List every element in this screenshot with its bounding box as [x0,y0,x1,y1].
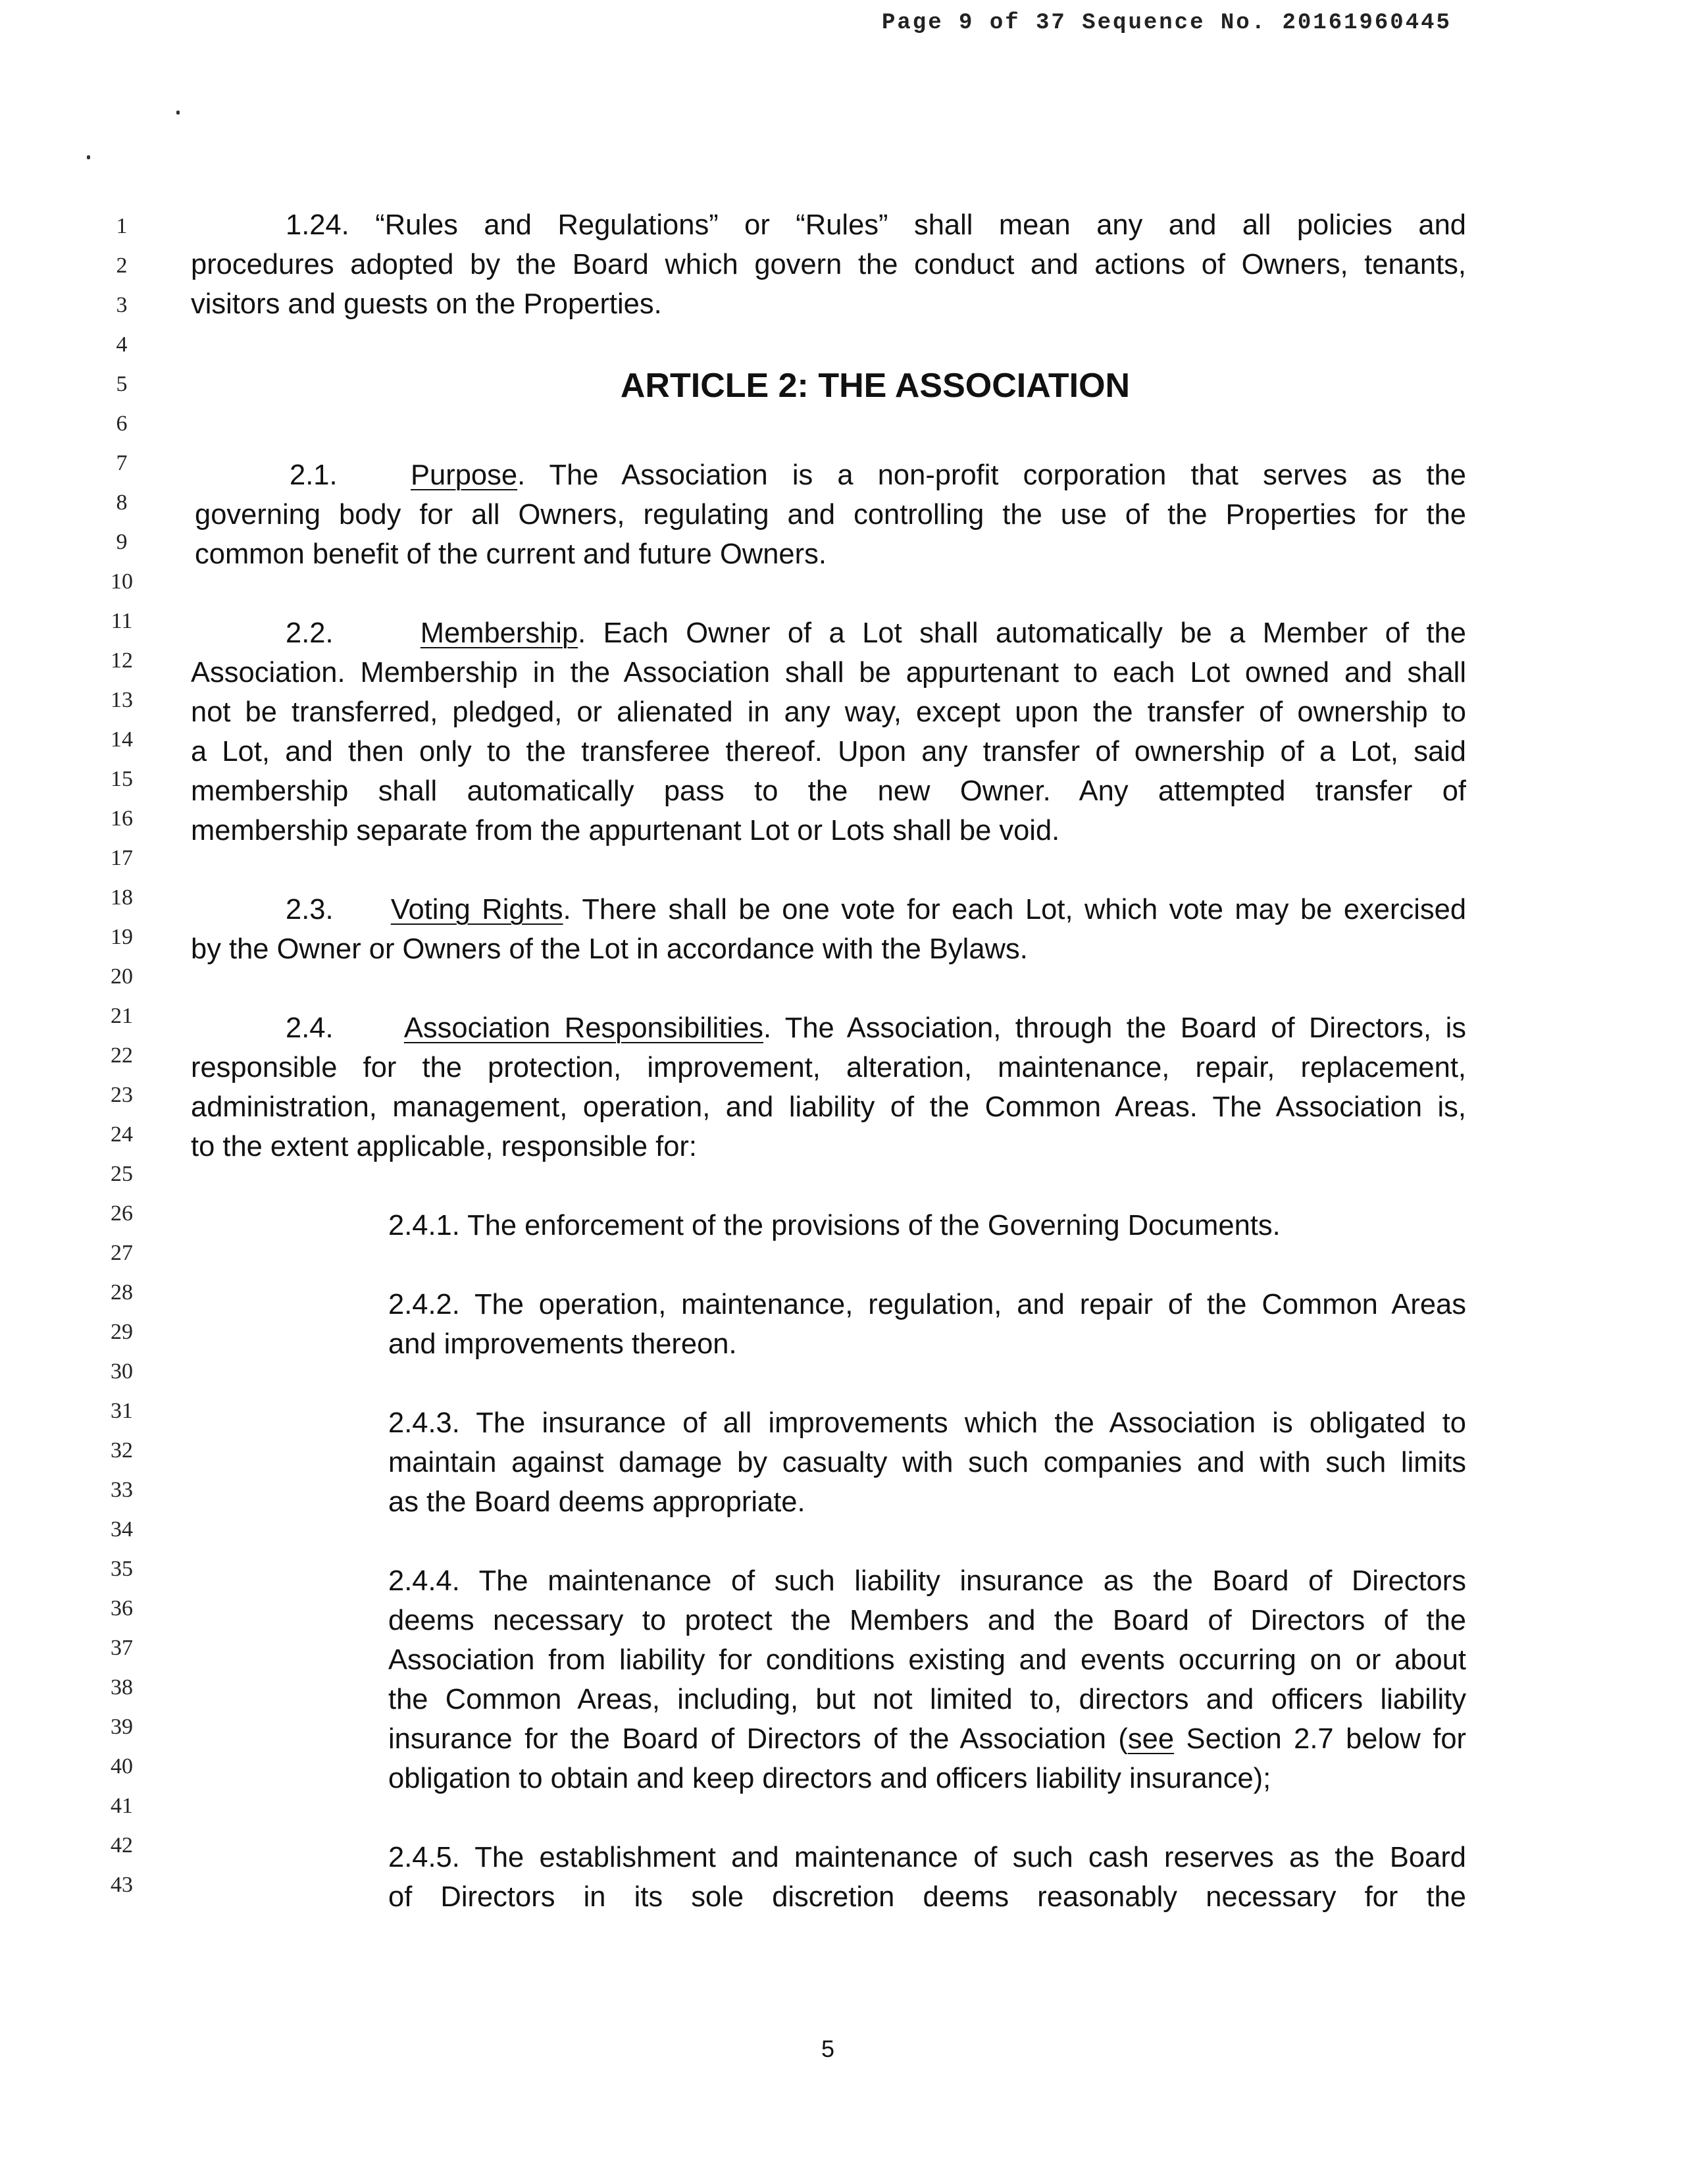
paragraph-line: membership shall automatically pass to the new Owner. Any attempted transfer of [191,775,1466,807]
paragraph-line: visitors and guests on the Properties. [191,288,662,320]
section-text: . There shall be one vote for each Lot, which vote may be exercised [563,894,1466,925]
line-number: 27 [111,1241,133,1265]
section-heading-line [286,1011,1466,1045]
paragraph-line: by the Owner or Owners of the Lot in accordance with the Bylaws. [191,933,1028,965]
line-number: 43 [111,1873,133,1897]
line-number: 24 [111,1122,133,1147]
line-number: 28 [111,1280,133,1305]
subsection-line: as the Board deems appropriate. [388,1486,805,1518]
line-number: 40 [111,1754,133,1779]
subsection-line: 2.4.1. The enforcement of the provisions of the Governing Documents. [388,1210,1281,1241]
section-heading-line [286,616,1466,650]
line-number: 29 [111,1320,133,1344]
page-header: Page 9 of 37 Sequence No. 20161960445 [882,11,1452,36]
paragraph-line: procedures adopted by the Board which govern the conduct and actions of Owners, tenants, [191,249,1466,280]
scan-speck [87,155,90,159]
line-number: 22 [111,1043,133,1068]
line-number: 37 [111,1636,133,1660]
line-number: 23 [111,1083,133,1107]
paragraph-line: not be transferred, pledged, or alienated in any way, except upon the transfer of ownership to [191,696,1466,728]
line-number: 31 [111,1399,133,1423]
section-number: 2.3. [286,894,334,925]
page-number: 5 [821,2035,835,2062]
line-number: 26 [111,1201,133,1226]
line-number: 15 [111,767,133,791]
line-number: 12 [111,648,133,673]
paragraph-line: to the extent applicable, responsible for: [191,1131,697,1162]
subsection-line: the Common Areas, including, but not limited to, directors and officers liability [388,1684,1466,1715]
line-number: 11 [111,609,133,633]
line-number: 39 [111,1715,133,1739]
line-number: 16 [111,806,133,831]
subsection-line: 2.4.2. The operation, maintenance, regulation, and repair of the Common Areas [388,1289,1466,1320]
line-number: 20 [111,964,133,989]
section-number: 2.2. [286,617,334,649]
line-number: 7 [116,451,128,475]
paragraph-line: membership separate from the appurtenant Lot or Lots shall be void. [191,815,1060,846]
line-number: 30 [111,1359,133,1384]
line-number: 1 [116,214,128,238]
line-number: 41 [111,1794,133,1818]
subsection-line: Association from liability for conditions existing and events occurring on or about [388,1644,1466,1676]
section-heading-line [290,458,1466,492]
line-number: 21 [111,1004,133,1028]
line-number: 17 [111,846,133,870]
subsection-line: deems necessary to protect the Members and the Board of Directors of the [388,1605,1466,1636]
line-number: 36 [111,1596,133,1621]
subsection-line: 2.4.5. The establishment and maintenance of such cash reserves as the Board [388,1842,1466,1873]
section-text: . The Association is a non-profit corporation that serves as the [517,459,1466,491]
subsection-line: and improvements thereon. [388,1328,737,1360]
line-number: 4 [116,332,128,357]
subsection-line: maintain against damage by casualty with such companies and with such limits [388,1447,1466,1478]
subsection-line [388,1722,1466,1756]
subsection-text: insurance for the Board of Directors of the Association ( [388,1723,1128,1755]
see-reference: see [1127,1723,1175,1755]
line-number: 18 [111,885,133,910]
paragraph-line: Association. Membership in the Association shall be appurtenant to each Lot owned and shall [191,657,1466,689]
subsection-text: Section 2.7 below for [1174,1723,1466,1755]
line-number: 32 [111,1438,133,1463]
line-number: 2 [116,253,128,278]
paragraph-line: administration, management, operation, and liability of the Common Areas. The Association is, [191,1091,1466,1123]
scan-speck [176,111,180,115]
line-number: 33 [111,1478,133,1502]
article-title: ARTICLE 2: THE ASSOCIATION [620,367,1131,405]
section-number: 2.1. [290,459,338,491]
section-heading: Membership [420,617,578,649]
section-heading: Association Responsibilities [403,1012,764,1044]
line-number: 35 [111,1557,133,1581]
line-number: 5 [116,372,128,396]
paragraph-line: 1.24. “Rules and Regulations” or “Rules” shall mean any and all policies and [286,209,1466,241]
section-number: 2.4. [286,1012,334,1044]
line-number: 19 [111,925,133,949]
line-number: 3 [116,293,128,317]
line-number: 6 [116,411,128,436]
section-heading: Voting Rights [390,894,563,925]
line-number: 38 [111,1675,133,1700]
paragraph-line: common benefit of the current and future Owners. [195,538,827,570]
line-number: 34 [111,1517,133,1542]
subsection-line: of Directors in its sole discretion deems reasonably necessary for the [388,1881,1466,1913]
line-number: 8 [116,490,128,515]
line-number: 25 [111,1162,133,1186]
subsection-line: 2.4.3. The insurance of all improvements which the Association is obligated to [388,1407,1466,1439]
paragraph-line: governing body for all Owners, regulating and controlling the use of the Properties for the [195,499,1466,531]
line-number: 9 [116,530,128,554]
paragraph-line: a Lot, and then only to the transferee thereof. Upon any transfer of ownership of a Lot, said [191,736,1466,767]
section-heading-line [286,893,1466,927]
line-number: 14 [111,727,133,752]
paragraph-line: responsible for the protection, improvement, alteration, maintenance, repair, replacement, [191,1052,1466,1083]
line-number: 13 [111,688,133,712]
line-number: 42 [111,1833,133,1858]
subsection-line: obligation to obtain and keep directors and officers liability insurance); [388,1763,1271,1794]
section-text: . Each Owner of a Lot shall automatically be a Member of the [578,617,1466,649]
section-text: . The Association, through the Board of Directors, is [763,1012,1466,1044]
section-heading: Purpose [411,459,518,491]
subsection-line: 2.4.4. The maintenance of such liability insurance as the Board of Directors [388,1565,1466,1597]
line-number: 10 [111,569,133,594]
